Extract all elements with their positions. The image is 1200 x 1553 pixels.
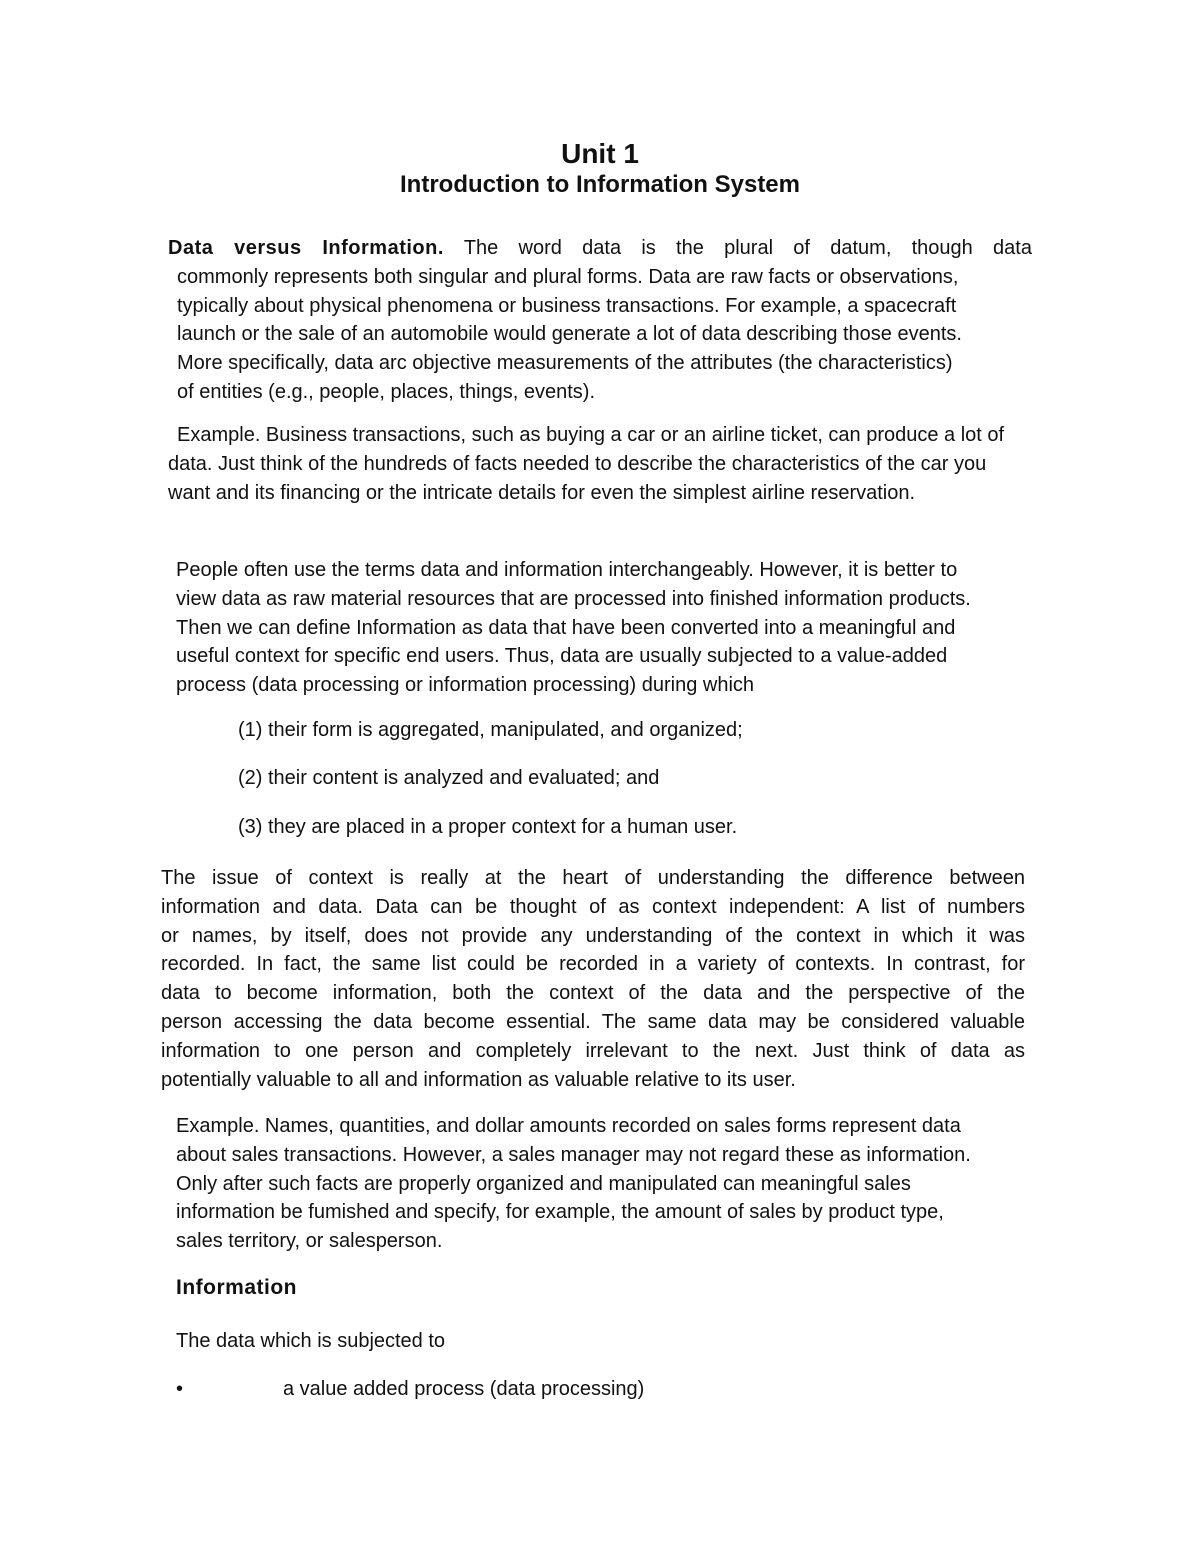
paragraph-line: data. Just think of the hundreds of facts needed to describe the characteristics of the car you <box>168 452 987 475</box>
list-item: (2) their content is analyzed and evaluated; and <box>238 767 660 789</box>
paragraph-line: data to become information, both the context of the data and the perspective of the <box>161 982 1025 1005</box>
paragraph-line: commonly represents both singular and plural forms. Data are raw facts or observations, <box>177 265 959 288</box>
paragraph-line: process (data processing or information processing) during which <box>176 674 755 697</box>
list-item: (1) their form is aggregated, manipulated, and organized; <box>238 719 743 741</box>
paragraph-line: person accessing the data become essential. The same data may be considered valuable <box>161 1010 1025 1033</box>
unit-title: Unit 1 <box>561 138 639 169</box>
unit-subtitle: Introduction to Information System <box>400 171 800 198</box>
paragraph-line: want and its financing or the intricate details for even the simplest airline reservation. <box>168 481 916 504</box>
bullet-item: a value added process (data processing) <box>283 1378 645 1400</box>
section-heading-information: Information <box>176 1276 297 1299</box>
paragraph-data-and-information <box>176 556 971 700</box>
paragraph-line: Example. Names, quantities, and dollar amounts recorded on sales forms represent data <box>176 1115 961 1137</box>
paragraph-example-transactions <box>168 421 1004 507</box>
paragraph-line: Example. Business transactions, such as buying a car or an airline ticket, can produce a lot of <box>177 424 1005 446</box>
paragraph-line: sales territory, or salesperson. <box>176 1230 443 1253</box>
paragraph-line: or names, by itself, does not provide any understanding of the context in which it was <box>161 924 1025 947</box>
paragraph-example-sales <box>176 1112 971 1256</box>
paragraph-line: of entities (e.g., people, places, things, events). <box>177 380 596 403</box>
paragraph-line: recorded. In fact, the same list could be recorded in a variety of contexts. In contrast, for <box>161 953 1025 976</box>
paragraph-data-vs-information <box>168 234 1032 407</box>
paragraph-line: information be fumished and specify, for example, the amount of sales by product type, <box>176 1201 944 1224</box>
paragraph-line: launch or the sale of an automobile would generate a lot of data describing those events. <box>177 323 962 346</box>
paragraph-line: More specifically, data arc objective measurements of the attributes (the characteristics) <box>177 352 953 375</box>
paragraph-line: Only after such facts are properly organized and manipulated can meaningful sales <box>176 1172 911 1195</box>
paragraph-line: view data as raw material resources that are processed into finished information products. <box>176 587 971 610</box>
paragraph-line: information and data. Data can be thought of as context independent: A list of numbers <box>161 895 1025 918</box>
paragraph-line: useful context for specific end users. Thus, data are usually subjected to a value-added <box>176 645 948 668</box>
paragraph-line: People often use the terms data and information interchangeably. However, it is better to <box>176 559 958 581</box>
paragraph-context <box>161 864 1025 1094</box>
bullet-icon: • <box>176 1378 184 1400</box>
paragraph-lead: Data versus Information. <box>168 237 444 259</box>
paragraph-line: The issue of context is really at the heart of understanding the difference between <box>161 867 1025 889</box>
paragraph-line: Data versus Information. The word data is the plural of datum, though data <box>168 237 1032 259</box>
section-intro: The data which is subjected to <box>176 1330 446 1352</box>
paragraph-line: information to one person and completely irrelevant to the next. Just think of data as <box>161 1039 1025 1062</box>
paragraph-line: Then we can define Information as data that have been converted into a meaningful and <box>176 616 956 639</box>
paragraph-line: potentially valuable to all and information as valuable relative to its user. <box>161 1068 796 1091</box>
paragraph-line: typically about physical phenomena or business transactions. For example, a spacecraft <box>177 294 957 317</box>
list-item: (3) they are placed in a proper context for a human user. <box>238 816 738 838</box>
paragraph-line: about sales transactions. However, a sales manager may not regard these as information. <box>176 1143 971 1166</box>
